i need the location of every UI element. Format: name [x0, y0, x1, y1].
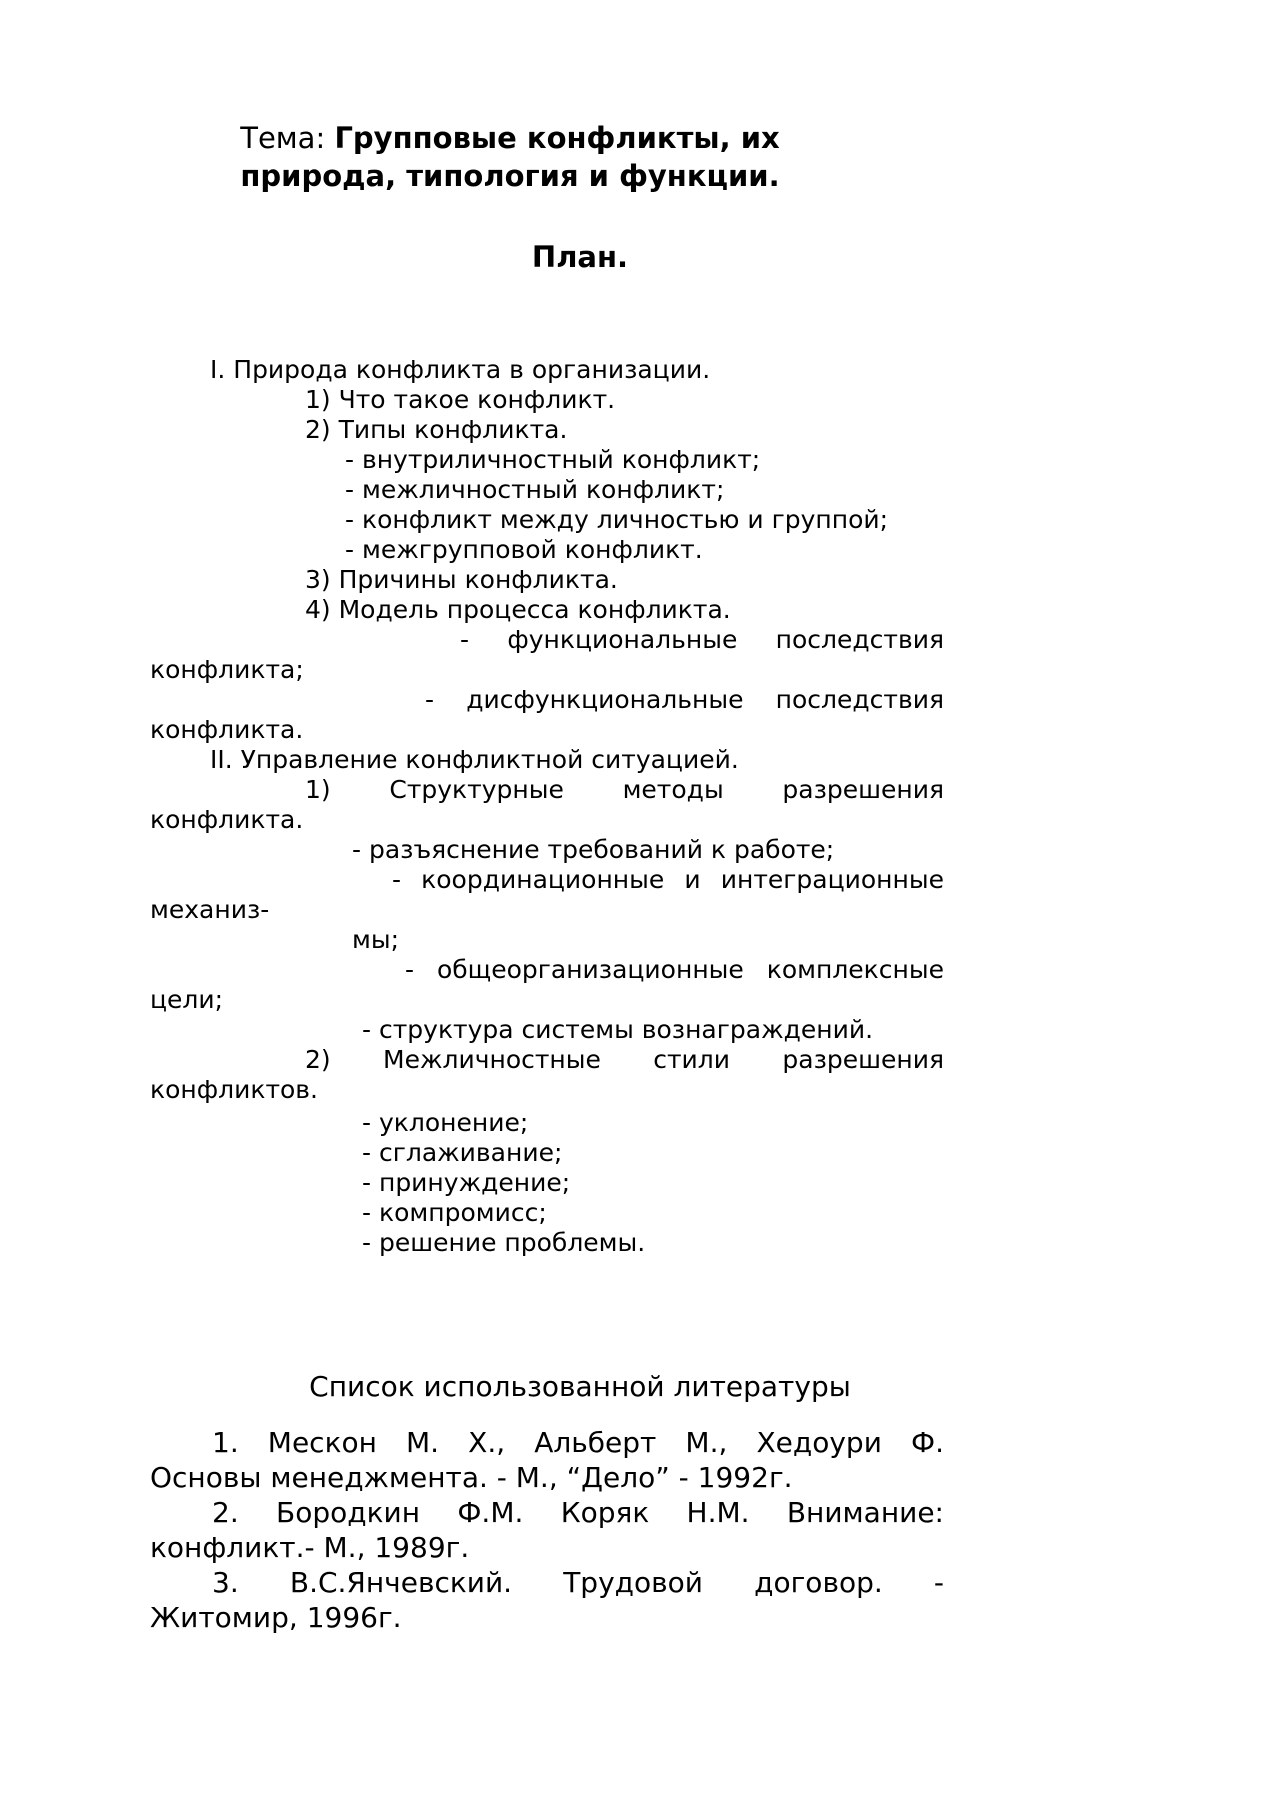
plan-item-continuation: конфликтов.	[150, 1075, 318, 1104]
document-title	[150, 120, 870, 156]
dash: -	[392, 865, 402, 894]
plan-item-justified	[150, 775, 944, 805]
plan-item: 4) Модель процесса конфликта.	[305, 595, 731, 624]
word: интеграционные	[720, 865, 944, 894]
word: общеорганизационные	[436, 955, 744, 984]
word: и	[684, 865, 701, 894]
plan-heading: План.	[531, 240, 629, 274]
word: последствия	[775, 625, 945, 654]
literature-heading: Список использованной литературы	[309, 1370, 851, 1403]
plan-subitem: - межгрупповой конфликт.	[345, 535, 703, 564]
word: разрешения	[782, 775, 945, 804]
plan-subitem-continuation: механиз-	[150, 895, 270, 924]
word: последствия	[775, 685, 944, 714]
reference-1	[150, 1425, 944, 1495]
plan-item: 2) Типы конфликта.	[305, 415, 568, 444]
reference-2	[150, 1495, 944, 1565]
plan-item-continuation: конфликта.	[150, 805, 304, 834]
title-bold-line1: Групповые конфликты, их	[334, 121, 780, 155]
word: функциональные	[507, 625, 738, 654]
reference-text: Житомир, 1996г.	[150, 1601, 402, 1634]
word: комплексные	[766, 955, 944, 984]
plan-subitem: - разъяснение требований к работе;	[352, 835, 835, 864]
plan-subitem: - структура системы вознаграждений.	[362, 1015, 874, 1044]
plan-section-2: II. Управление конфликтной ситуацией.	[210, 745, 739, 774]
reference-text: конфликт.- М., 1989г.	[150, 1531, 470, 1564]
word: разрешения	[782, 1045, 945, 1074]
plan-subitem-continuation: цели;	[150, 985, 224, 1014]
document-title-line2	[150, 158, 870, 194]
reference-text: 2. Бородкин Ф.М. Коряк Н.М. Внимание:	[212, 1496, 944, 1529]
plan-subitem-justified	[150, 955, 944, 985]
plan-subitem-continuation: конфликта.	[150, 715, 304, 744]
plan-subitem: - межличностный конфликт;	[345, 475, 725, 504]
word: 1)	[305, 775, 331, 804]
dash: -	[425, 685, 435, 714]
word: Межличностные	[383, 1045, 601, 1074]
word: координационные	[421, 865, 665, 894]
plan-subitem-continuation: конфликта;	[150, 655, 304, 684]
plan-item: 3) Причины конфликта.	[305, 565, 618, 594]
plan-subitem: - принуждение;	[362, 1168, 571, 1197]
plan-subitem-continuation: мы;	[352, 925, 400, 954]
reference-text: Основы менеджмента. - М., “Дело” - 1992г.	[150, 1461, 793, 1494]
reference-3	[150, 1565, 944, 1635]
plan-subitem: - конфликт между личностью и группой;	[345, 505, 889, 534]
word: стили	[653, 1045, 731, 1074]
title-prefix: Тема:	[240, 121, 335, 155]
plan-item-justified	[150, 1045, 944, 1075]
word: 2)	[305, 1045, 331, 1074]
word: Структурные	[389, 775, 564, 804]
reference-text: 1. Мескон М. Х., Альберт М., Хедоури Ф.	[212, 1426, 944, 1459]
dash: -	[405, 955, 415, 984]
plan-subitem: - уклонение;	[362, 1108, 529, 1137]
plan-subitem: - решение проблемы.	[362, 1228, 646, 1257]
plan-subitem-justified	[150, 625, 944, 655]
word: методы	[622, 775, 724, 804]
plan-subitem: - внутриличностный конфликт;	[345, 445, 761, 474]
plan-item: 1) Что такое конфликт.	[305, 385, 616, 414]
title-bold-line2: природа, типология и функции.	[240, 159, 780, 193]
reference-text: 3. В.С.Янчевский. Трудовой договор. -	[212, 1566, 944, 1599]
dash: -	[460, 625, 470, 654]
plan-subitem-justified	[150, 685, 944, 715]
plan-subitem: - сглаживание;	[362, 1138, 563, 1167]
plan-subitem: - компромисс;	[362, 1198, 547, 1227]
word: дисфункциональные	[466, 685, 744, 714]
plan-subitem-justified	[150, 865, 944, 895]
plan-section-1: I. Природа конфликта в организации.	[210, 355, 711, 384]
